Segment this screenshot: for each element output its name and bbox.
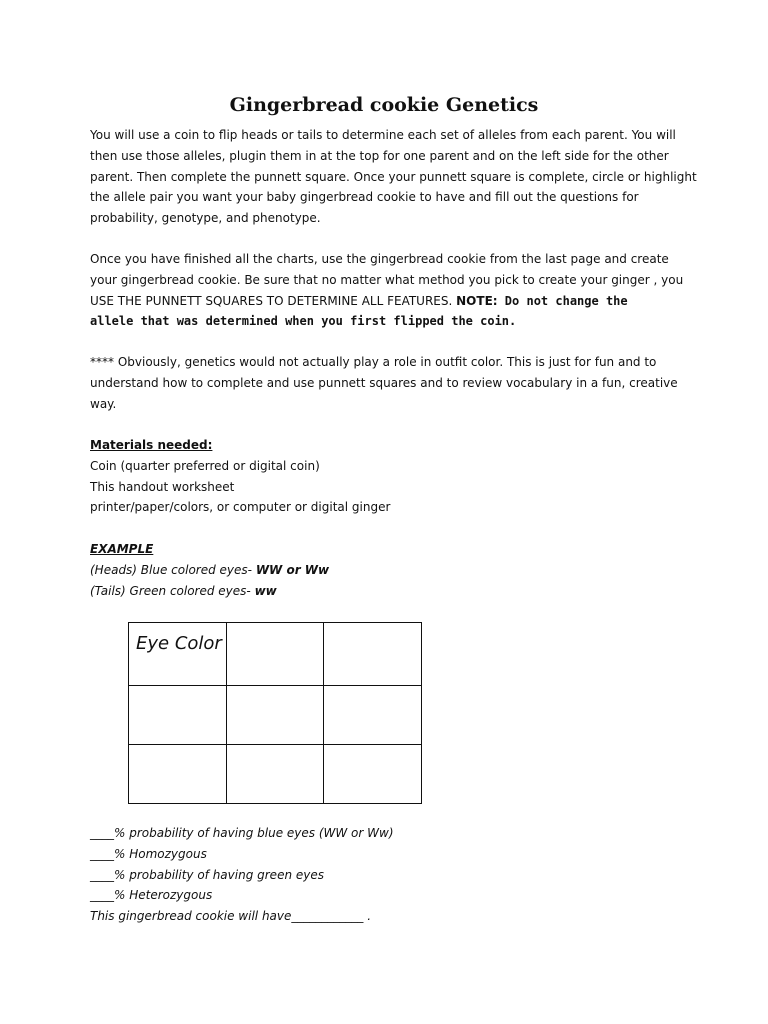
page-title: Gingerbread cookie Genetics <box>229 94 539 116</box>
question-homozygous: ____% Homozygous <box>90 846 207 861</box>
tails-alleles: ww <box>254 583 277 598</box>
intro-line: the allele pair you want your baby gingerbread cookie to have and fill out the questions for <box>90 190 639 205</box>
disclaimer-line: way. <box>90 396 117 411</box>
intro-line: probability, genotype, and phenotype. <box>90 211 321 226</box>
instructions-line: your gingerbread cookie. Be sure that no matter what method you pick to create your ginger , you <box>90 272 684 287</box>
punnett-label-cell <box>129 623 227 686</box>
example-heading: EXAMPLE <box>90 542 154 556</box>
question-green-probability: ____% probability of having green eyes <box>90 867 324 882</box>
example-heads <box>90 560 690 581</box>
punnett-result-cell[interactable] <box>226 745 324 804</box>
materials-item: Coin (quarter preferred or digital coin) <box>90 458 320 473</box>
punnett-label: Eye Color <box>136 633 222 654</box>
heads-text: (Heads) Blue colored eyes- <box>90 562 256 577</box>
punnett-result-cell[interactable] <box>226 686 324 745</box>
heads-alleles: WW or Ww <box>255 562 330 577</box>
disclaimer-paragraph <box>90 352 690 414</box>
punnett-top-allele-cell[interactable] <box>324 623 422 686</box>
note-label: NOTE: <box>456 293 498 308</box>
intro-paragraph <box>90 125 697 229</box>
disclaimer-line: understand how to complete and use punnett squares and to review vocabulary in a fun, creative <box>90 375 678 390</box>
disclaimer-line: **** Obviously, genetics would not actually play a role in outfit color. This is just for fun and to <box>90 355 657 369</box>
punnett-left-allele-cell[interactable] <box>129 745 227 804</box>
materials-section <box>90 435 690 518</box>
instructions-paragraph <box>90 249 690 332</box>
intro-line: parent. Then complete the punnett square. Once your punnett square is complete, circle or highlight <box>90 169 697 184</box>
punnett-left-allele-cell[interactable] <box>129 686 227 745</box>
example-section <box>90 539 690 601</box>
punnett-top-allele-cell[interactable] <box>226 623 324 686</box>
intro-line: then use those alleles, plugin them in at the top for one parent and on the left side for the other <box>90 148 669 163</box>
questions-section <box>90 823 690 927</box>
instructions-line: Once you have finished all the charts, use the gingerbread cookie from the last page and create <box>90 252 669 266</box>
tails-text: (Tails) Green colored eyes- <box>90 583 255 598</box>
punnett-result-cell[interactable] <box>324 686 422 745</box>
punnett-result-cell[interactable] <box>324 745 422 804</box>
example-tails <box>90 581 690 602</box>
materials-item: This handout worksheet <box>90 479 235 494</box>
materials-item: printer/paper/colors, or computer or digital ginger <box>90 500 391 515</box>
intro-line: You will use a coin to flip heads or tails to determine each set of alleles from each parent. You will <box>90 128 676 142</box>
question-blue-probability: ____% probability of having blue eyes (WW or Ww) <box>90 826 394 840</box>
question-heterozygous: ____% Heterozygous <box>90 888 213 903</box>
instructions-line <box>90 291 690 312</box>
question-phenotype: This gingerbread cookie will have____________ . <box>90 909 372 924</box>
note-text-continued: allele that was determined when you first flipped the coin. <box>90 314 517 329</box>
materials-heading: Materials needed: <box>90 438 213 452</box>
note-text: Do not change the <box>497 293 628 308</box>
instructions-caps-text: USE THE PUNNETT SQUARES TO DETERMINE ALL FEATURES. <box>90 293 457 308</box>
punnett-square <box>128 622 422 804</box>
